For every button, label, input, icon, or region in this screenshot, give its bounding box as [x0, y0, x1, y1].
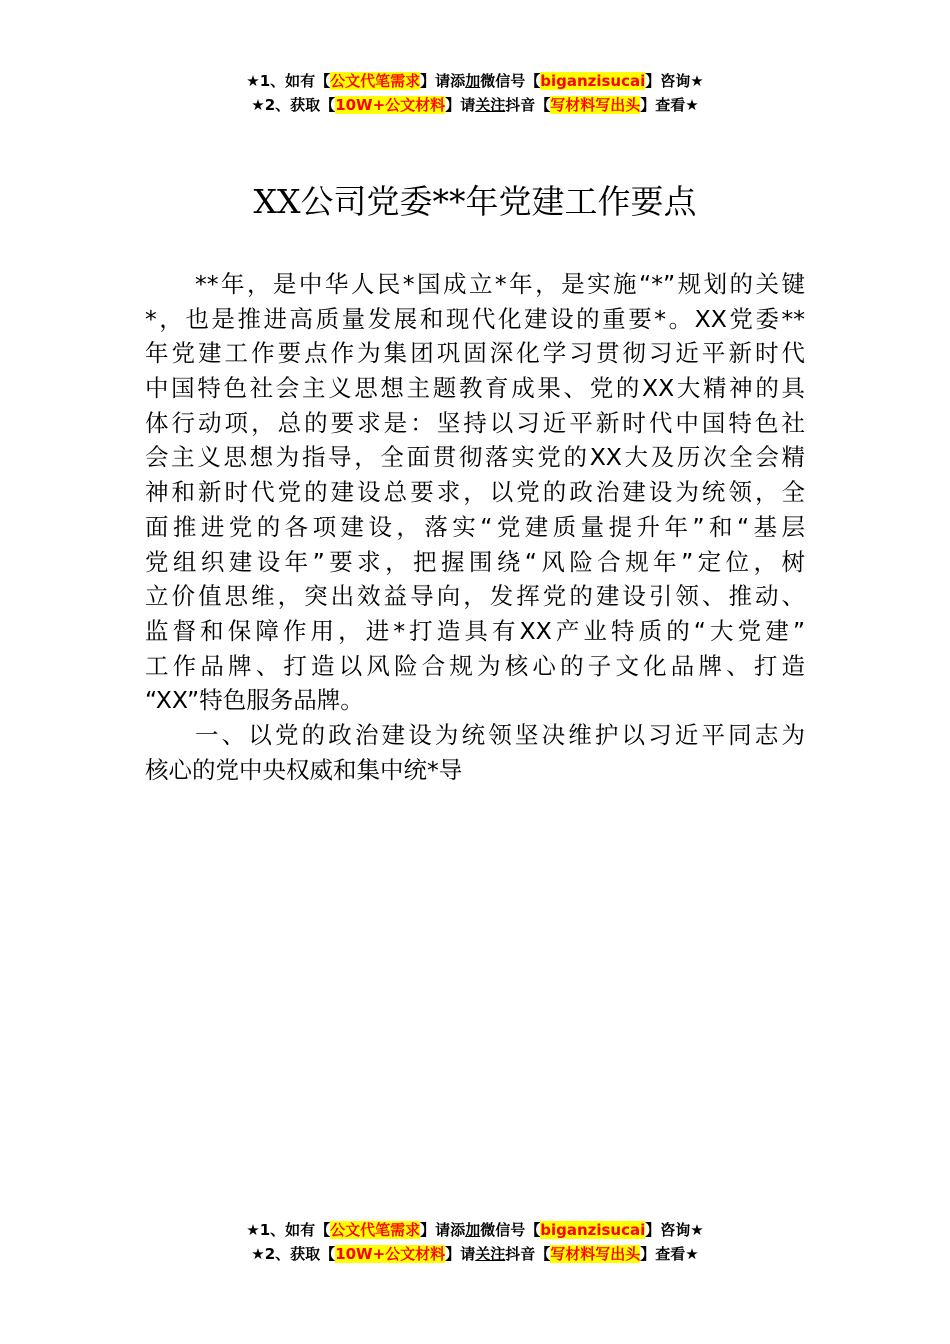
paragraph-line: **年，是中华人民*国成立*年，是实施“*”规划的关键 [195, 270, 805, 298]
paragraph-line: *，也是推进高质量发展和现代化建设的重要*。XX党委** [145, 304, 805, 333]
banner-text: 】查看★ [640, 96, 699, 114]
banner-highlight: 公文代笔需求 [330, 1221, 421, 1239]
banner-text: 】查看★ [640, 1245, 699, 1263]
banner-text: ★2、获取【 [251, 1245, 336, 1263]
banner-text: ★1、如有【 [246, 1221, 331, 1239]
header-banner [0, 69, 950, 117]
banner-highlight: 10W+公文材料 [335, 96, 446, 114]
paragraph-line: 体行动项，总的要求是：坚持以习近平新时代中国特色社 [145, 408, 805, 437]
banner-text: ★2、获取【 [251, 96, 336, 114]
banner-highlight: 公文代笔需求 [330, 72, 421, 90]
banner-highlight-douyin: 写材料写出头 [550, 96, 641, 114]
banner-text: 】请添 [420, 1221, 466, 1239]
banner-highlight-wechat: biganzisucai [540, 1221, 646, 1239]
banner-text: 微信号【 [480, 72, 541, 90]
banner-text: 】请添 [420, 72, 466, 90]
banner-underlined: 加 [465, 72, 481, 90]
banner-text: 】请 [445, 96, 476, 114]
banner-text: 】请 [445, 1245, 476, 1263]
banner-underlined: 加 [465, 1221, 481, 1239]
banner-text: 抖音【 [505, 1245, 551, 1263]
document-title: XX公司党委**年党建工作要点 [253, 182, 697, 221]
footer-banner [0, 1218, 950, 1266]
banner-text: ★1、如有【 [246, 72, 331, 90]
paragraph-line: 工作品牌、打造以风险合规为核心的子文化品牌、打造 [145, 651, 805, 680]
banner-highlight-wechat: biganzisucai [540, 72, 646, 90]
paragraph-line: 监督和保障作用，进*打造具有XX产业特质的“大党建” [145, 616, 805, 645]
banner-underlined: 关注 [475, 96, 506, 114]
banner-line-1 [0, 1218, 950, 1242]
banner-line-1 [0, 69, 950, 93]
banner-highlight-douyin: 写材料写出头 [550, 1245, 641, 1263]
banner-underlined: 关注 [475, 1245, 506, 1263]
section-heading-line: 核心的党中央权威和集中统*导 [145, 755, 463, 784]
banner-highlight: 10W+公文材料 [335, 1245, 446, 1263]
banner-text: 微信号【 [480, 1221, 541, 1239]
section-heading-line: 一、以党的政治建设为统领坚决维护以习近平同志为 [195, 720, 805, 749]
paragraph-line: 立价值思维，突出效益导向，发挥党的建设引领、推动、 [145, 582, 805, 611]
banner-text: 抖音【 [505, 96, 551, 114]
banner-text: 】咨询★ [645, 72, 704, 90]
banner-line-2 [0, 1242, 950, 1266]
paragraph-line: 党组织建设年”要求，把握围绕“风险合规年”定位，树 [145, 547, 805, 576]
paragraph-line: “XX”特色服务品牌。 [145, 686, 364, 715]
paragraph-line: 面推进党的各项建设，落实“党建质量提升年”和“基层 [145, 512, 805, 541]
paragraph-line: 中国特色社会主义思想主题教育成果、党的XX大精神的具 [145, 374, 805, 403]
document-body [145, 267, 805, 787]
paragraph-line: 会主义思想为指导，全面贯彻落实党的XX大及历次全会精 [145, 443, 805, 472]
paragraph-line: 神和新时代党的建设总要求，以党的政治建设为统领，全 [145, 478, 805, 507]
banner-line-2 [0, 93, 950, 117]
banner-text: 】咨询★ [645, 1221, 704, 1239]
paragraph-line: 年党建工作要点作为集团巩固深化学习贯彻习近平新时代 [145, 339, 805, 368]
